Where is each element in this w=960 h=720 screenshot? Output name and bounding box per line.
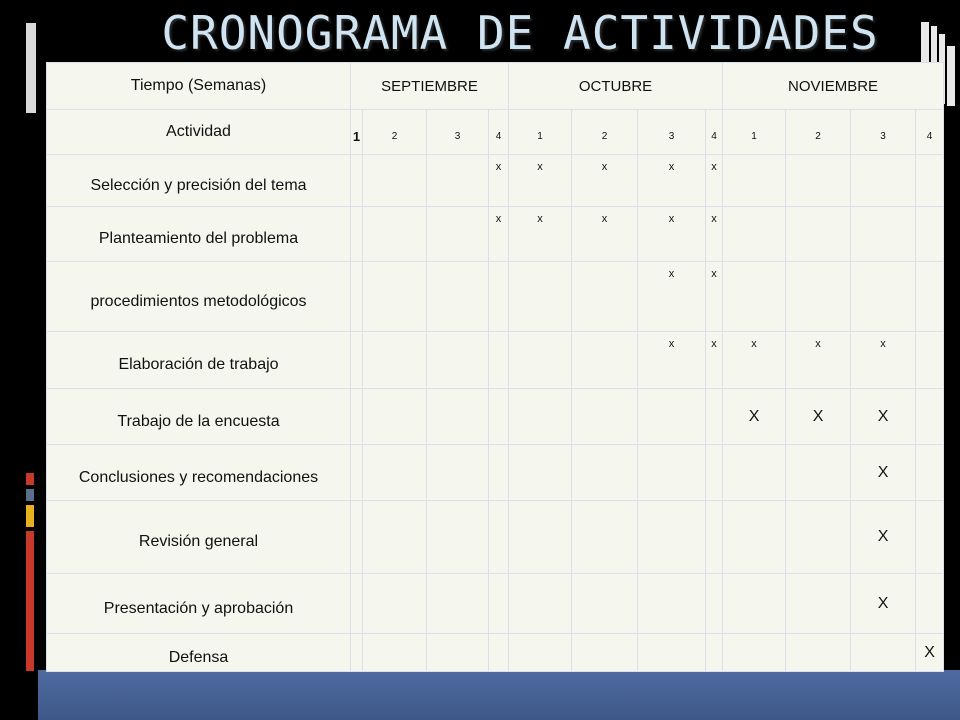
schedule-cell: x	[638, 155, 706, 207]
schedule-cell	[723, 574, 786, 634]
schedule-cell	[638, 634, 706, 672]
bottom-band	[38, 670, 960, 720]
schedule-cell	[489, 262, 509, 332]
schedule-cell	[363, 574, 427, 634]
activity-row	[47, 262, 944, 332]
schedule-cell	[489, 445, 509, 501]
schedule-cell	[509, 262, 572, 332]
week-header-cell: 1	[509, 110, 572, 155]
week-header-cell: 2	[363, 110, 427, 155]
schedule-cell: x	[706, 155, 723, 207]
schedule-cell: X	[786, 389, 851, 445]
schedule-cell	[723, 262, 786, 332]
schedule-cell	[427, 389, 489, 445]
month-header-septiembre: SEPTIEMBRE	[351, 63, 509, 110]
schedule-cell: x	[786, 332, 851, 389]
activity-label: Defensa	[47, 634, 351, 672]
schedule-cell: x	[638, 262, 706, 332]
schedule-cell	[572, 262, 638, 332]
week-header-cell: 4	[916, 110, 944, 155]
schedule-cell	[706, 389, 723, 445]
schedule-cell	[509, 332, 572, 389]
schedule-cell	[723, 207, 786, 262]
accent-bar-red-long	[26, 531, 34, 671]
activity-label: Revisión general	[47, 501, 351, 574]
week-header-cell: 3	[638, 110, 706, 155]
accent-bar-yellow	[26, 505, 34, 527]
schedule-cell: x	[489, 155, 509, 207]
schedule-cell	[351, 332, 363, 389]
schedule-cell	[723, 501, 786, 574]
schedule-cell	[427, 445, 489, 501]
schedule-cell	[572, 389, 638, 445]
schedule-cell	[351, 262, 363, 332]
schedule-cell	[427, 262, 489, 332]
activity-row	[47, 445, 944, 501]
schedule-cell	[916, 207, 944, 262]
schedule-cell	[509, 634, 572, 672]
schedule-cell	[351, 574, 363, 634]
activity-label: Elaboración de trabajo	[47, 332, 351, 389]
schedule-cell	[851, 155, 916, 207]
schedule-cell	[427, 332, 489, 389]
schedule-cell	[916, 332, 944, 389]
schedule-cell: X	[723, 389, 786, 445]
schedule-cell	[572, 332, 638, 389]
schedule-cell	[489, 634, 509, 672]
schedule-cell	[723, 155, 786, 207]
schedule-cell	[786, 155, 851, 207]
schedule-cell	[916, 501, 944, 574]
week-header-cell: 4	[489, 110, 509, 155]
header-row-weeks	[47, 110, 944, 155]
actividad-header: Actividad	[47, 110, 351, 155]
activity-label: Presentación y aprobación	[47, 574, 351, 634]
schedule-cell	[638, 389, 706, 445]
schedule-cell: X	[851, 389, 916, 445]
schedule-cell	[851, 262, 916, 332]
activity-row	[47, 332, 944, 389]
schedule-cell	[351, 389, 363, 445]
schedule-cell	[916, 445, 944, 501]
schedule-cell: X	[851, 445, 916, 501]
schedule-cell	[706, 501, 723, 574]
schedule-cell	[706, 634, 723, 672]
schedule-cell	[509, 389, 572, 445]
schedule-cell	[916, 155, 944, 207]
accent-bar-red	[26, 473, 34, 485]
schedule-cell	[572, 501, 638, 574]
schedule-cell: x	[572, 155, 638, 207]
schedule-cell	[351, 501, 363, 574]
schedule-cell: X	[916, 634, 944, 672]
schedule-cell	[427, 574, 489, 634]
month-header-octubre: OCTUBRE	[509, 63, 723, 110]
schedule-cell	[489, 332, 509, 389]
schedule-cell	[351, 445, 363, 501]
schedule-cell	[638, 445, 706, 501]
schedule-cell	[363, 501, 427, 574]
schedule-cell: x	[489, 207, 509, 262]
schedule-cell	[363, 155, 427, 207]
schedule-cell	[363, 445, 427, 501]
schedule-cell	[572, 445, 638, 501]
schedule-cell	[851, 634, 916, 672]
schedule-cell: x	[638, 332, 706, 389]
schedule-cell	[916, 574, 944, 634]
slide-title: CRONOGRAMA DE ACTIVIDADES	[161, 6, 879, 60]
schedule-table	[46, 62, 944, 670]
schedule-cell	[351, 634, 363, 672]
schedule-cell	[427, 501, 489, 574]
schedule-cell	[363, 332, 427, 389]
schedule-cell	[489, 501, 509, 574]
week-header-cell: 2	[572, 110, 638, 155]
schedule-cell	[351, 207, 363, 262]
schedule-cell: x	[509, 155, 572, 207]
schedule-cell	[723, 445, 786, 501]
schedule-cell	[786, 445, 851, 501]
schedule-cell	[427, 155, 489, 207]
schedule-cell	[509, 445, 572, 501]
schedule-cell: x	[723, 332, 786, 389]
schedule-cell	[572, 574, 638, 634]
schedule-cell	[851, 207, 916, 262]
schedule-cell	[363, 207, 427, 262]
activity-label: procedimientos metodológicos	[47, 262, 351, 332]
tiempo-header: Tiempo (Semanas)	[47, 63, 351, 110]
schedule-cell	[489, 389, 509, 445]
schedule-cell	[572, 634, 638, 672]
schedule-cell: x	[706, 207, 723, 262]
schedule-cell	[706, 574, 723, 634]
schedule-cell	[916, 262, 944, 332]
schedule-cell: X	[851, 574, 916, 634]
schedule-cell	[427, 207, 489, 262]
activity-label: Planteamiento del problema	[47, 207, 351, 262]
schedule-cell	[509, 501, 572, 574]
header-row-months	[47, 63, 944, 110]
schedule-cell	[638, 501, 706, 574]
activity-row	[47, 389, 944, 445]
activity-row	[47, 207, 944, 262]
schedule-cell	[427, 634, 489, 672]
week-header-cell: 3	[427, 110, 489, 155]
schedule-cell	[351, 155, 363, 207]
activity-row	[47, 634, 944, 672]
schedule-cell: x	[706, 332, 723, 389]
activity-row	[47, 574, 944, 634]
schedule-cell	[489, 574, 509, 634]
schedule-cell	[786, 634, 851, 672]
schedule-cell	[363, 389, 427, 445]
week-header-cell: 4	[706, 110, 723, 155]
schedule-cell	[916, 389, 944, 445]
schedule-cell	[786, 574, 851, 634]
activity-row	[47, 501, 944, 574]
schedule-cell: x	[638, 207, 706, 262]
schedule-cell: x	[572, 207, 638, 262]
schedule-cell	[786, 262, 851, 332]
activity-row	[47, 155, 944, 207]
week-header-cell: 3	[851, 110, 916, 155]
schedule-cell	[363, 262, 427, 332]
schedule-cell: x	[509, 207, 572, 262]
schedule-cell: x	[851, 332, 916, 389]
accent-bar-slate	[26, 489, 34, 501]
schedule-cell	[723, 634, 786, 672]
schedule-cell	[786, 501, 851, 574]
month-header-noviembre: NOVIEMBRE	[723, 63, 944, 110]
schedule-cell: X	[851, 501, 916, 574]
activity-label: Conclusiones y recomendaciones	[47, 445, 351, 501]
schedule-cell	[363, 634, 427, 672]
activity-label: Selección y precisión del tema	[47, 155, 351, 207]
schedule-cell	[638, 574, 706, 634]
activity-label: Trabajo de la encuesta	[47, 389, 351, 445]
week-header-cell: 2	[786, 110, 851, 155]
schedule-cell	[706, 445, 723, 501]
schedule-cell	[786, 207, 851, 262]
week-header-cell: 1	[351, 110, 363, 155]
schedule-cell: x	[706, 262, 723, 332]
week-header-cell: 1	[723, 110, 786, 155]
schedule-cell	[509, 574, 572, 634]
